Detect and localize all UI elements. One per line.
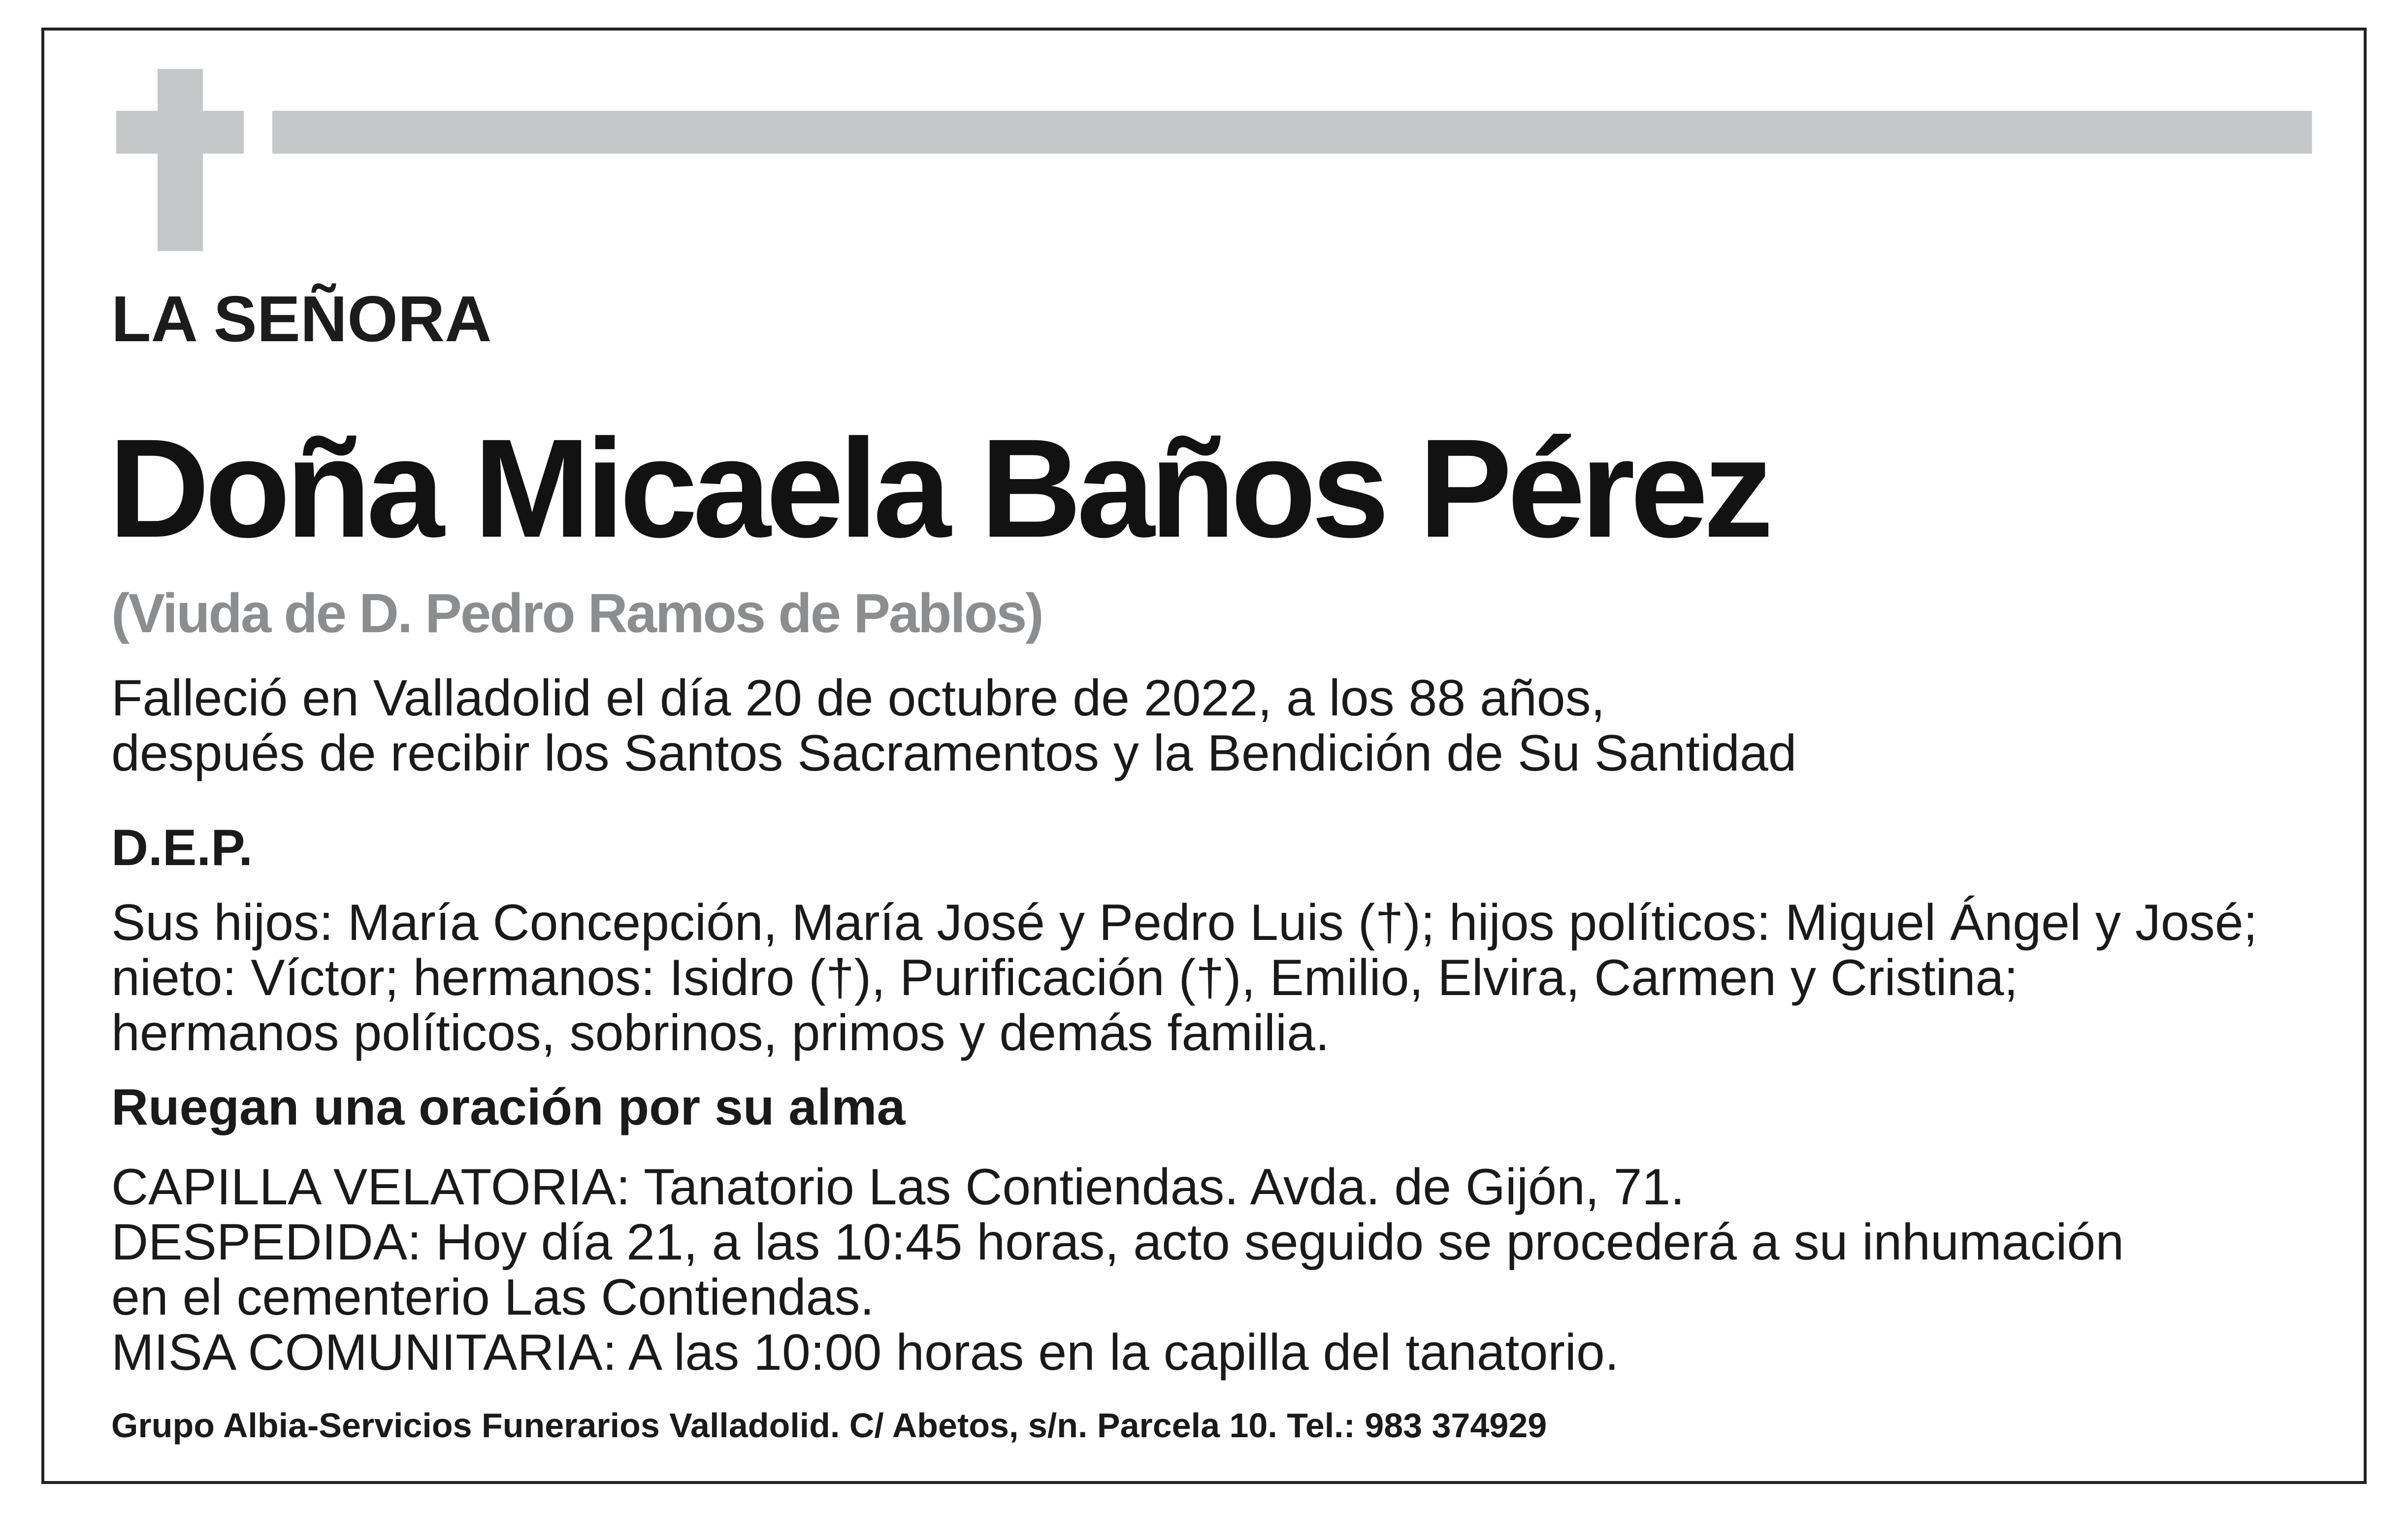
heading-title: LA SEÑORA [111,283,492,355]
arrangements [111,1160,2124,1380]
arrangement-line: MISA COMUNITARIA: A las 10:00 horas en la capilla del tanatorio. [111,1324,1619,1381]
cross-icon-arm [116,111,244,154]
arrangement-line: CAPILLA VELATORIA: Tanatorio Las Contiendas. Avda. de Gijón, 71. [111,1159,1685,1216]
prayer-request: Ruegan una oración por su alma [111,1079,906,1136]
deceased-name: Doña Micaela Baños Pérez [108,410,1769,567]
funeral-home-footer: Grupo Albia-Servicios Funerarios Valladolid. C/ Abetos, s/n. Parcela 10. Tel.: 983 374929 [111,1406,1547,1445]
cross-icon [158,69,203,251]
family-line: nieto: Víctor; hermanos: Isidro (†), Purificación (†), Emilio, Elvira, Carmen y Cristina; [111,949,2018,1006]
dep-label: D.E.P. [111,819,253,876]
family-line: Sus hijos: María Concepción, María José y Pedro Luis (†); hijos políticos: Miguel Ángel y José; [111,894,2258,951]
widow-note: (Viuda de D. Pedro Ramos de Pablos) [111,582,1042,644]
arrangement-line: en el cementerio Las Contiendas. [111,1269,875,1326]
family-line: hermanos políticos, sobrinos, primos y demás familia. [111,1004,1330,1062]
death-notice-line: Falleció en Valladolid el día 20 de octubre de 2022, a los 88 años, [111,670,1605,727]
family-list [111,895,2257,1061]
death-notice-line: después de recibir los Santos Sacramentos y la Bendición de Su Santidad [111,725,1797,782]
arrangement-line: DESPEDIDA: Hoy día 21, a las 10:45 horas, acto seguido se procederá a su inhumación [111,1214,2124,1271]
header-bar-divider [272,111,2312,154]
death-notice [111,671,1797,781]
